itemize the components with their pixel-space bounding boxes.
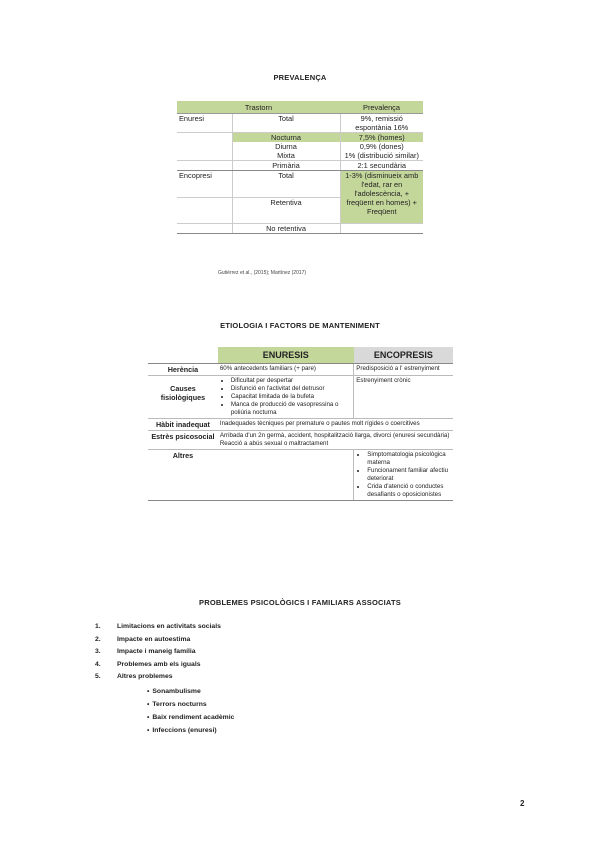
row-herencia-label: Herència xyxy=(148,364,218,376)
cell-empty xyxy=(177,197,232,224)
cell-empty xyxy=(177,151,232,161)
causes-encopresis: Estrenyiment crònic xyxy=(354,376,453,419)
cell-retentiva: Retentiva xyxy=(232,197,340,224)
table-row xyxy=(148,364,453,376)
item-number: 2. xyxy=(95,635,101,643)
row-estres-label: Estrès psicosocial xyxy=(148,431,218,450)
list-item xyxy=(95,671,221,684)
table-row xyxy=(177,114,423,133)
cell-primaria: Primària xyxy=(232,161,340,171)
list-item: • Simptomatologia psicològica materna xyxy=(367,451,451,467)
table-row xyxy=(148,376,453,419)
header-trastorn: Trastorn xyxy=(177,101,340,114)
problems-title: PROBLEMES PSICOLÒGICS I FAMILIARS ASSOCIATS xyxy=(199,598,401,607)
cell-empty xyxy=(177,133,232,143)
list-item: • Funcionament familiar afectiu deteriorat xyxy=(367,467,451,483)
list-item: • Sonambulisme xyxy=(147,685,234,698)
list-item: • Infeccions (enuresi) xyxy=(147,724,234,737)
item-number: 5. xyxy=(95,673,101,681)
table-row xyxy=(177,224,423,234)
cell-enc-total: Total xyxy=(232,171,340,198)
cell-no-retentiva: No retentiva xyxy=(232,224,340,234)
list-item xyxy=(95,659,221,672)
header-prevalenca: Prevalença xyxy=(340,101,423,114)
table-row xyxy=(177,142,423,151)
estres-text xyxy=(218,431,453,450)
cell-empty xyxy=(177,161,232,171)
list-item: • Capacitat limitada de la bufeta xyxy=(231,393,351,401)
enuresi-label: Enuresi xyxy=(177,114,232,133)
problems-list xyxy=(95,621,221,684)
altres-encopresis xyxy=(354,450,453,501)
cell-diurna-val: 0,9% (dones) xyxy=(359,142,404,151)
estres-line-1: Arribada d'un 2n germà, accident, hospitalització llarga, divorci (enuresi secundària) xyxy=(219,432,450,439)
cell-nocturna-val: 7,5% (homes) xyxy=(340,133,423,143)
etiology-table xyxy=(148,347,453,501)
cell-total-val: 9%, remissió espontània 16% xyxy=(355,114,409,132)
cell-diurna: Diurna xyxy=(232,142,340,151)
item-number: 4. xyxy=(95,660,101,668)
other-problems-list xyxy=(147,685,234,737)
causes-enuresis xyxy=(218,376,354,419)
list-item xyxy=(95,634,221,647)
row-altres-label: Altres xyxy=(148,450,218,501)
list-item xyxy=(95,621,221,634)
header-blank xyxy=(148,347,218,364)
encopresi-label: Encopresi xyxy=(177,171,232,198)
etiology-header-row xyxy=(148,347,453,364)
row-habit-label: Hàbit inadequat xyxy=(148,419,218,431)
prevalence-header-row xyxy=(177,101,423,114)
cell-empty xyxy=(177,142,232,151)
cell-mixta: Mixta xyxy=(232,151,340,161)
list-item: • Terrors nocturns xyxy=(147,698,234,711)
item-number: 3. xyxy=(95,648,101,656)
cell-mixta-val: 1% (distribució similar) xyxy=(344,151,419,160)
item-text: Impacte en autoestima xyxy=(117,635,191,643)
item-text: Impacte i maneig família xyxy=(117,648,196,656)
table-row xyxy=(177,133,423,143)
altres-enuresis xyxy=(218,450,354,501)
cell-nocturna: Nocturna xyxy=(232,133,340,143)
herencia-encopresis: Predisposició a l' estrenyiment xyxy=(354,364,453,376)
estres-line-2: Reacció a abús sexual o maltractament xyxy=(219,440,329,447)
herencia-enuresis: 60% antecedents familiars (+ pare) xyxy=(218,364,354,376)
header-encopresis: ENCOPRESIS xyxy=(354,347,453,364)
cell-empty xyxy=(177,224,232,234)
etiology-title: ETIOLOGIA I FACTORS DE MANTENIMENT xyxy=(220,321,380,330)
table-row xyxy=(148,431,453,450)
row-causes-label: Causes fisiològiques xyxy=(148,376,218,419)
list-item: • Crida d'atenció o conductes desafiants o oposicionistes xyxy=(367,483,451,499)
list-item: • Disfunció en l'activitat del detrusor xyxy=(231,385,351,393)
cell-encopresi-val: 1-3% (disminueix amb l'edat, rar en l'adolescència, + freqüent en homes) + Freqüent xyxy=(340,171,423,224)
table-row xyxy=(177,161,423,171)
list-item: • Dificultat per despertar xyxy=(231,377,351,385)
list-item xyxy=(95,646,221,659)
table-row xyxy=(177,171,423,198)
table-row xyxy=(148,450,453,501)
cell-primaria-val: 2:1 secundària xyxy=(340,161,423,171)
prevalence-source: Gutiérrez et al., (2015); Martínez (2017) xyxy=(218,270,307,276)
header-enuresis: ENURESIS xyxy=(218,347,354,364)
list-item: • Manca de producció de vasopressina o poliúria nocturna xyxy=(231,401,351,417)
table-row xyxy=(148,419,453,431)
item-text: Altres problemes xyxy=(117,673,173,681)
habit-text: Inadequades tècniques per premature o pautes molt rígides o coercitives xyxy=(218,419,453,431)
prevalence-title: PREVALENÇA xyxy=(273,73,327,82)
table-row xyxy=(177,151,423,161)
page-number: 2 xyxy=(520,799,525,808)
item-text: Limitacions en activitats socials xyxy=(117,623,221,630)
cell-total: Total xyxy=(232,114,340,133)
item-text: Problemes amb els iguals xyxy=(117,660,201,668)
item-number: 1. xyxy=(95,623,101,630)
cell-empty xyxy=(340,224,423,234)
prevalence-table xyxy=(177,101,423,234)
list-item: • Baix rendiment acadèmic xyxy=(147,711,234,724)
